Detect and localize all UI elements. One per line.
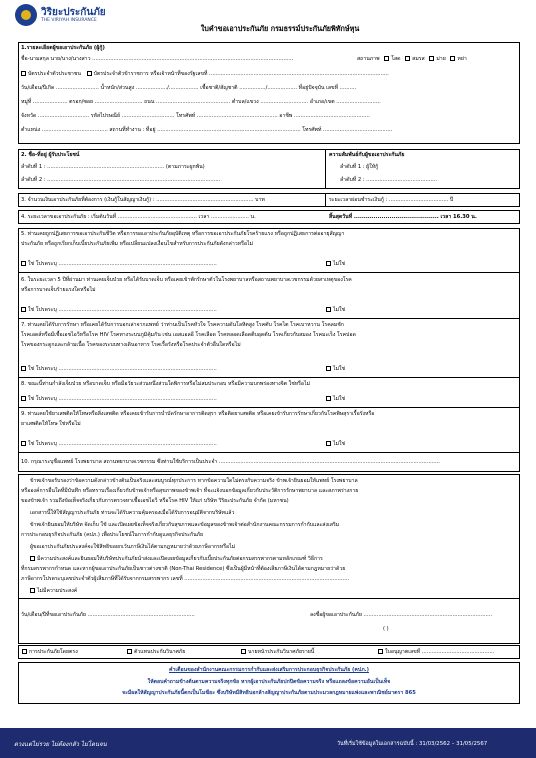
tax-id-field[interactable]: ภาษีอากรโปรดระบุเลขประจำตัวผู้เสียภาษีที่ได้รับจากกรมสรรพากร เลขที่ ....................................................................................................: [21, 576, 350, 582]
consent-line-6: การประกอบธุรกิจประกันภัย (คปภ.) เพื่อประโยชน์ในการกำกับดูแลธุรกิจประกันภัย: [21, 532, 204, 538]
channel-direct-label: การประกันภัยโดยตรง: [29, 649, 78, 655]
application-date-field[interactable]: วัน/เดือน/ปีที่ขอเอาประกันภัย .................................................................: [21, 612, 195, 618]
section-1-title: 1.รายละเอียดผู้ขอเอาประกันภัย (ผู้กู้): [21, 45, 105, 51]
question-5-no: [326, 261, 345, 267]
question-7-text: 7. ท่านเคยได้รับการรักษา หรือเคยได้รับการบอกเล่าจากแพทย์ ว่าท่านเป็นโรคหัวใจ โรคความดันโลหิตสูง โรคตับ โรคไต โรคเบาหวาน โรคลมชัก: [21, 322, 344, 328]
q6-no-label: ไม่ใช่: [333, 307, 346, 313]
relationship-title: ความสัมพันธ์กับผู้ขอเอาประกันภัย: [329, 152, 405, 158]
question-8-no: [326, 396, 345, 402]
q6-yes-checkbox[interactable]: [21, 307, 26, 312]
logo-text-th: วิริยะประกันภัย: [41, 7, 106, 18]
id-official-checkbox[interactable]: [87, 71, 92, 76]
q7-divider: [18, 377, 520, 378]
tax-consent-yes-2: ที่กรมสรรพากรกำหนด และหากผู้ขอเอาประกันภัยเป็นชาวต่างชาติ (Non-Thai Residence) ซึ่งเป็นผู้มีหน้าที่ต้องเสียภาษีเงินได้ตามกฎหมายว่าด้วย: [21, 566, 346, 572]
q8-yes-checkbox[interactable]: [21, 396, 26, 401]
channel-broker: [241, 649, 314, 655]
question-9-no: [326, 441, 345, 447]
q5-no-checkbox[interactable]: [326, 261, 331, 266]
question-7-yes: [21, 366, 217, 372]
q5-no-label: ไม่ใช่: [333, 261, 346, 267]
q8-no-label: ไม่ใช่: [333, 396, 346, 402]
beneficiary-1-field[interactable]: ลำดับที่ 1 : ....................................................................... (ตามภาระผูกพัน): [21, 164, 205, 170]
marital-status: [357, 56, 467, 62]
consent-line-4: เอกสารนี้ให้ใช้สัญญาประกันภัย ท่านจะได้รับความคุ้มครองเมื่อได้รับการอนุมัติจากบริษัทแล้ว: [30, 510, 235, 516]
q7-no-label: ไม่ใช่: [333, 366, 346, 372]
signature-name-bracket: ( ): [383, 626, 389, 632]
consent-divider: [18, 598, 520, 599]
q5-divider: [18, 272, 520, 273]
section-3-divider: [325, 193, 326, 207]
oic-warning-title: คำเตือนของสำนักงานคณะกรรมการกำกับและส่งเสริมการประกอบธุรกิจประกันภัย (คปภ.): [169, 667, 369, 673]
channel-direct-checkbox[interactable]: [22, 649, 27, 654]
q9-yes-checkbox[interactable]: [21, 441, 26, 446]
question-5-text-2: ประกันภัย หรือถูกเรียกเก็บเบี้ยประกันภัยเพิ่ม หรือเปลี่ยนแปลงเงื่อนไขสำหรับการประกันภัยดังกล่าวหรือไม่: [21, 241, 254, 247]
question-5-yes: [21, 261, 217, 267]
channel-broker-label: นายหน้าประกันวินาศภัยรายนี้: [248, 649, 315, 655]
question-9-text-2: ยาเสพติดให้โทษ ใช่หรือไม่: [21, 421, 81, 427]
form-title: ใบคำขอเอาประกันภัย กรมธรรม์ประกันภัยพิทักษ์หุน: [200, 24, 360, 33]
logo-emblem-icon: [15, 4, 37, 26]
workplace-row[interactable]: ตำแหน่ง ........................................ สถานที่ทำงาน : ที่อยู่ ....................................................................................... โทรศัพท์ ..........................................: [21, 127, 393, 133]
q6-divider: [18, 318, 520, 319]
tax-no-checkbox[interactable]: [30, 588, 35, 593]
id-type-row: [21, 71, 389, 77]
question-6-text-2: หรือการบาดเจ็บร้ายแรงใดหรือไม่: [21, 287, 96, 293]
license-checkbox[interactable]: [378, 649, 383, 654]
status-married-label: สมรส: [412, 56, 425, 62]
oic-warning-line-2: จะมีผลให้สัญญาประกันภัยนี้ตกเป็นโมฆียะ ซึ่งบริษัทมีสิทธิบอกล้างสัญญาประกันภัยตามประมวลกฎหมายแพ่งและพาณิชย์มาตรา 865: [122, 690, 416, 696]
channel-agent-label: ตัวแทนประกันวินาศภัย: [134, 649, 186, 655]
beneficiary-2-field[interactable]: ลำดับที่ 2 : .........................................................................................................: [21, 177, 221, 183]
logo-text-en: THE VIRIYAH INSURANCE: [41, 18, 97, 23]
footer-validity: วันที่เริ่มใช้ข้อมูลในเอกสารฉบับนี้ : 31/03/2562 – 31/05/2567: [337, 741, 488, 747]
id-card-label: บัตรประจำตัวประชาชน: [28, 71, 81, 77]
status-divorced-checkbox[interactable]: [450, 56, 455, 61]
relationship-1: ลำดับที่ 1 : ผู้ให้กู้: [340, 164, 379, 170]
footer-slogan: ดวงแต่ไม่รวย ไม่ต้องกลัว ไม่โดนจน: [14, 741, 107, 748]
question-8-text: 8. ขณะนี้ท่านกำลังเจ็บป่วย หรือบาดเจ็บ หรือมีอวัยวะส่วนหนึ่งส่วนใดพิการหรือไม่สมประกอบ หรือมีความบกพร่องทางจิต ใช่หรือไม่: [21, 381, 311, 387]
company-logo: [15, 4, 106, 28]
q9-no-checkbox[interactable]: [326, 441, 331, 446]
q8-no-checkbox[interactable]: [326, 396, 331, 401]
id-official-label[interactable]: บัตรประจำตัวข้าราชการ หรือเจ้าหน้าที่ของรัฐเลขที่ .............................................................................................................: [93, 71, 389, 77]
channel-agent: [127, 649, 185, 655]
license-number: [378, 649, 494, 655]
question-5-text: 5. ท่านเคยถูกปฏิเสธการขอเอาประกันชีวิต หรือการขอเอาประกันภัยอุบัติเหตุ หรือการขอเอาประกันภัยโรคร้ายแรง หรือถูกปฏิเสธการต่ออายุสัญญา: [21, 231, 345, 237]
tax-consent-no: [30, 588, 77, 594]
tax-yes-checkbox[interactable]: [30, 556, 35, 561]
q5-yes-checkbox[interactable]: [21, 261, 26, 266]
status-single-label: โสด: [391, 56, 401, 62]
marital-status-label: สถานภาพ: [357, 56, 380, 62]
q8-divider: [18, 407, 520, 408]
q6-no-checkbox[interactable]: [326, 307, 331, 312]
q6-yes-label[interactable]: ใช่ โปรดระบุ ................................................................................................: [28, 307, 217, 313]
section-2-divider: [325, 149, 326, 189]
tax-yes-label: มีความประสงค์และยินยอมให้บริษัทประกันภัยนำส่งและเปิดเผยข้อมูลเกี่ยวกับเบี้ยประกันภัยต่อกรมสรรพากรตามหลักเกณฑ์ วิธีการ: [37, 556, 323, 562]
q9-yes-label[interactable]: ใช่ โปรดระบุ ................................................................................................: [28, 441, 217, 447]
section-2-title: 2. ชื่อ-ที่อยู่ ผู้รับประโยชน์: [21, 152, 80, 158]
status-married-checkbox[interactable]: [405, 56, 410, 61]
consent-line-2: หรือองค์การอื่นใดที่มีบันทึก หรือทราบเรื่องเกี่ยวกับข้าพเจ้าหรือสุขภาพของข้าพเจ้า ที่จะแจ้งบอกข้อมูลเกี่ยวกับประวัติการรักษาพยาบาล และสภาพร่างกาย: [21, 488, 359, 494]
q7-no-checkbox[interactable]: [326, 366, 331, 371]
coverage-end-field[interactable]: สิ้นสุดวันที่ ........................................... เวลา 16.30 น.: [329, 214, 477, 220]
relationship-2-field[interactable]: ลำดับที่ 2 : ...........................................: [340, 177, 438, 183]
id-card-checkbox[interactable]: [21, 71, 26, 76]
question-6-text: 6. ในระยะเวลา 5 ปีที่ผ่านมา ท่านเคยเจ็บป่วย หรือได้รับบาดเจ็บ หรือเคยเข้าพักรักษาตัวในโรงพยาบาลหรือสถานพยาบาลเวชกรรมด้วยสาเหตุของโรค: [21, 277, 352, 283]
consent-line-5: ข้าพเจ้ายินยอมให้บริษัท จัดเก็บ ใช้ และเปิดเผยข้อเท็จจริงเกี่ยวกับสุขภาพและข้อมูลของข้าพเจ้าต่อสำนักงานคณะกรรมการกำกับและส่งเสริม: [30, 522, 340, 528]
oic-warning-line-1: ให้ตอบคำถามข้างต้นตามความจริงทุกข้อ หากผู้เอาประกันภัยปกปิดข้อความจริง หรือแถลงข้อความอันเป็นเท็จ: [147, 679, 391, 685]
footer-bar: [0, 728, 536, 758]
coverage-start-field[interactable]: 4. ระยะเวลาขอเอาประกันภัย : เริ่มต้นวันที่ ................................................ เวลา ....................... น.: [21, 214, 256, 220]
channel-agent-checkbox[interactable]: [127, 649, 132, 654]
consent-line-3: ของข้าพเจ้า รวมถึงข้อเท็จจริงเกี่ยวกับการตรวจหาเชื้อเอชไอวี หรือโรค HIV ให้แก่ บริษัท วิริยะประกันภัย จำกัด (มหาชน): [21, 498, 289, 504]
tax-question: ผู้ขอเอาประกันภัยประสงค์จะใช้สิทธิขอยกเว้นภาษีเงินได้ตามกฎหมายว่าด้วยภาษีอากรหรือไม่: [30, 544, 236, 550]
address-row-2[interactable]: จังหวัด ............................... รหัสไปรษณีย์ ................................ โทรศัพท์ ................................................. อาชีพ ..............................................: [21, 113, 370, 119]
q7-yes-label[interactable]: ใช่ โปรดระบุ ................................................................................................: [28, 366, 217, 372]
question-6-yes: [21, 307, 217, 313]
q8-yes-label[interactable]: ใช่ โปรดระบุ ................................................................................................: [28, 396, 217, 402]
q7-yes-checkbox[interactable]: [21, 366, 26, 371]
status-single-checkbox[interactable]: [384, 56, 389, 61]
applicant-name-field[interactable]: ชื่อ-นามสกุล นาย/นาง/นางสาว ..........................................................................................................................: [21, 56, 294, 62]
q9-no-label: ไม่ใช่: [333, 441, 346, 447]
tax-no-label: ไม่มีความประสงค์: [37, 588, 78, 594]
q5-yes-label[interactable]: ใช่ โปรดระบุ ................................................................................................: [28, 261, 217, 267]
tax-consent-yes: [30, 556, 323, 562]
question-7-no: [326, 366, 345, 372]
question-7-text-2: โรคเอดส์หรือมีเชื้อเอชไอวีหรือโรค HIV โรคทางระบบภูมิคุ้มกัน เช่น เอสแอลอี โรคเลือด โรคหลอดเลือดตีบอุดตัน โรคเกี่ยวกับสมอง โรคมะเร็ง โรคปอด: [21, 332, 356, 338]
q9-divider: [18, 452, 520, 453]
channel-broker-checkbox[interactable]: [241, 649, 246, 654]
question-7-text-3: โรคของกระดูกและกล้ามเนื้อ โรคของระบบทางเดินอาหาร โรคเรื้อรังหรือโรคประจำตัวอื่นใดหรือไม่: [21, 342, 241, 348]
consent-line-1: ข้าพเจ้าขอรับรองว่าข้อความดังกล่าวข้างต้นเป็นจริงและสมบูรณ์ทุกประการ หากข้อความใดไม่ตรงกับความจริง ข้าพเจ้ายินยอมให้แพทย์ โรงพยาบาล: [30, 478, 358, 484]
question-6-no: [326, 307, 345, 313]
loan-term-field[interactable]: ระยะเวลาผ่อนชำระเงินกู้ : .................................... ปี: [329, 197, 454, 203]
status-widowed-checkbox[interactable]: [429, 56, 434, 61]
status-widowed-label: ม่าย: [436, 56, 446, 62]
sum-insured-field[interactable]: 3. จำนวนเงินเอาประกันภัยที่ต้องการ (เงินกู้ในสัญญาเงินกู้) : ........................................................... บาท: [21, 197, 265, 203]
applicant-signature-field[interactable]: ลงชื่อผู้ขอเอาประกันภัย ..............................................................................: [310, 612, 493, 618]
address-row-1[interactable]: หมู่ที่ ..................... ตรอก/ซอย ............................. ถนน ............................................. ตำบล/แขวง ............................. อำเภอ/เขต ...........................: [21, 99, 381, 105]
question-9-text: 9. ท่านเคยใช้ยาเสพติดให้โทษหรือสิ่งเสพติด หรือเคยเข้ารับการบำบัดรักษาอาการติดสุรา หรือติดยาเสพติด หรือเคยเข้ารับการรักษาเกี่ยวกับโรคพิษสุราเรื้อรังหรือ: [21, 411, 375, 417]
question-10-field[interactable]: 10. กรุณาระบุชื่อแพทย์ โรงพยาบาล สถานพยาบาลเวชกรรม ซึ่งท่านใช้บริการเป็นประจำ ......................................................................................................................................: [21, 459, 440, 465]
question-9-yes: [21, 441, 217, 447]
question-8-yes: [21, 396, 217, 402]
birth-weight-nationality-row[interactable]: วัน/เดือน/ปีเกิด .......................... น้ำหนัก/ส่วนสูง .................../.................. เชื้อชาติ/สัญชาติ ................/.................. ที่อยู่ปัจจุบัน เลขที่ ..........: [21, 85, 357, 91]
license-number-field[interactable]: ใบอนุญาตเลขที่ ............................................: [385, 649, 495, 655]
status-divorced-label: หย่า: [457, 56, 467, 62]
channel-direct: [22, 649, 78, 655]
